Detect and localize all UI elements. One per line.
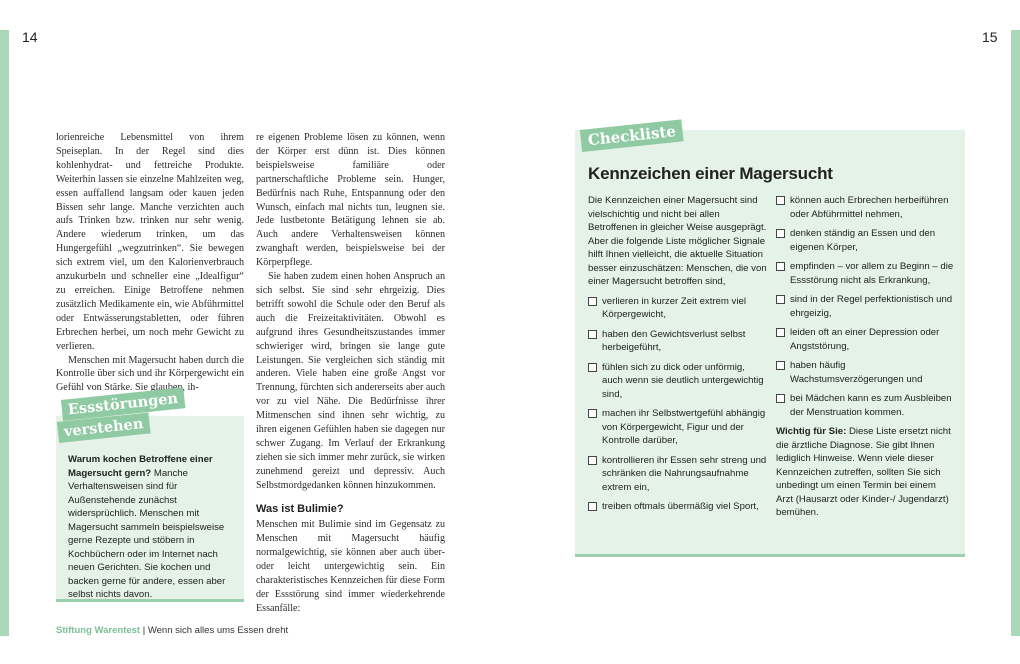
checkbox-icon [588,297,597,306]
checkbox-icon [776,295,785,304]
footer-separator: | [142,625,146,636]
paragraph: Menschen mit Bulimie sind im Gegensatz zu Menschen mit Magersucht häufig normalgewichtig, sie können aber auch über- oder leicht untergewichtig sein. Ein charakteristisches Kennzeichen für diese Form der Essstörung sind immer wiederkehrende Essanfälle: [256,519,445,614]
paragraph: lorienreiche Lebensmittel von ihrem Speiseplan. In der Regel sind dies kohlenhydrat- und fettreiche Produkte. Weiterhin lassen sie einzelne Mahlzeiten weg, essen auffallend langsam oder kauen jeden Bissen sehr lange. Manche verzichten auch aufs Trinken bzw. trinken nur sehr wenig. Andere wiederum trinken, um das Hungergefühl „wegzutrinken“. Sie bewegen sich extrem viel, um den Kalorienverbrauch anzukurbeln und schneller eine „Idealfigur“ zu erreichen. Einige Betroffene nehmen zusätzlich Medikamente ein, wie Abführmittel oder Entwässerungstabletten, oder führen Erbrechen herbei, um noch mehr Gewicht zu verlieren. [56,132,244,352]
checkbox-icon [776,262,785,271]
checklist-right-column [776,188,954,520]
checklist-item: haben den Gewichtsverlust selbst herbeigeführt, [588,328,768,355]
checklist-left-column [588,194,768,514]
checkbox-icon [776,229,785,238]
checklist-item: kontrollieren ihr Essen sehr streng und schränken die Nahrungsaufnahme extrem ein, [588,454,768,495]
checklist-note-lead: Wichtig für Sie: [776,426,847,437]
checklist-title: Kennzeichen einer Magersucht [588,164,833,183]
checklist-item: fühlen sich zu dick oder unförmig, auch wenn sie deutlich untergewichtig sind, [588,361,768,402]
checklist-item: treiben oftmals übermäßig viel Sport, [588,500,768,514]
checklist-ribbon: Checkliste [580,119,684,152]
footer-title: Wenn sich alles ums Essen dreht [147,625,289,636]
checkbox-icon [776,328,785,337]
info-box-text [68,453,236,602]
footer-brand: Stiftung Warentest [56,625,141,636]
section-heading: Was ist Bulimie? [256,502,344,515]
checklist-intro: Die Kennzeichen einer Magersucht sind vielschichtig und nicht bei allen Betroffenen in gleicher Weise ausgeprägt. Aber die folgende Liste möglicher Signale hilft Ihnen vielleicht, die aktuelle Situation besser einzuschätzen: Menschen, die von einer Magersucht betroffen sind, [588,195,767,287]
paragraph: re eigenen Probleme lösen zu können, wenn der Körper erst dünn ist. Dies können beispielsweise familiäre oder partnerschaftliche Probleme sein. Hunger, Bedürfnis nach Ruhe, Entspannung oder den Wunsch, einfach mal nichts tun, leugnen sie. Jede lustbetonte Betätigung lehnen sie ab. Auch andere Verhaltensweisen können zwanghaft werden, beispielsweise bei der Körperpflege. [256,132,445,269]
checkbox-icon [588,330,597,339]
checklist-item: bei Mädchen kann es zum Ausbleiben der Menstruation kommen. [776,392,954,419]
checklist-note-text: Diese Liste ersetzt nicht die ärztliche Diagnose. Sie gibt Ihnen lediglich Hinweise. Wenn viele dieser Kennzeichen zutreffen, sollten Sie sich unbedingt um einen Termin bei einem Arzt (Hausarzt oder Kinder-/ Jugendarzt) bemühen. [776,426,951,518]
page-number-left: 14 [22,29,38,45]
checklist-left-list [588,295,768,514]
right-page-edge-bar [1011,30,1020,636]
ribbon-label: verstehen [57,412,150,442]
ribbon-label: Essstörungen [61,387,185,421]
checklist-right-list [776,194,954,419]
checklist-item: haben häufig Wachstumsverzögerungen und [776,359,954,386]
text-column-1 [56,131,244,395]
checklist-item: denken ständig an Essen und den eigenen Körper, [776,227,954,254]
checklist-item: leiden oft an einer Depression oder Angststörung, [776,326,954,353]
left-page-edge-bar [0,30,9,636]
checklist-note [776,425,954,520]
checkbox-icon [588,456,597,465]
paragraph: Sie haben zudem einen hohen Anspruch an sich selbst. Sie sind sehr ehrgeizig. Dies betrifft sowohl die Schule oder den Beruf als auch die Freizeitaktivitäten. Obwohl es aufgrund ihres Gesundheitszustandes immer schwieriger wird, bringen sie lange gute Leistungen. Sie vergleichen sich ständig mit anderen. Viele haben eine große Angst vor Trennung, fürchten sich andererseits aber auch vor zu viel Nähe. Die Bedürfnisse ihrer Mitmenschen sind ihnen sehr wichtig, zu ihren eigenen Gefühlen haben sie dagegen nur schwer Zugang. Im Verlauf der Erkrankung ziehen sie sich immer mehr zurück, sie wirken zunehmend gereizt und depressiv. Auch Selbstmordgedanken können hinzukommen. [256,271,445,491]
checklist-item: verlieren in kurzer Zeit extrem viel Körpergewicht, [588,295,768,322]
paragraph: Menschen mit Magersucht haben durch die Kontrolle über sich und ihr Körpergewicht ein Gefühl von Stärke. Sie glauben, ih- [56,354,244,394]
checklist-item: machen ihr Selbstwertgefühl abhängig von Körpergewicht, Figur und der Kontrolle darüber, [588,407,768,448]
info-box-lead: Warum kochen Betroffene einer Magersucht gern? [68,454,213,479]
checkbox-icon [588,502,597,511]
info-box-essstoerungen [56,389,244,602]
checklist-item: können auch Erbrechen herbeiführen oder Abführmittel nehmen, [776,194,954,221]
text-column-2 [256,131,445,616]
checkbox-icon [588,409,597,418]
checkbox-icon [588,363,597,372]
page-footer [56,625,288,636]
checklist-box [575,122,965,557]
checkbox-icon [776,196,785,205]
checklist-item: sind in der Regel perfektionistisch und ehrgeizig, [776,293,954,320]
checkbox-icon [776,394,785,403]
checkbox-icon [776,361,785,370]
info-box-body: Manche Verhaltensweisen sind für Außenstehende zunächst widersprüchlich. Menschen mit Magersucht sammeln beispielsweise gerne Rezepte und stöbern in Kochbüchern oder im Internet nach neuen Gerichten. Sie kochen und backen gerne für andere, essen aber selbst nichts davon. [68,467,226,600]
page-number-right: 15 [982,29,998,45]
checklist-item: empfinden – vor allem zu Beginn – die Essstörung nicht als Erkrankung, [776,260,954,287]
